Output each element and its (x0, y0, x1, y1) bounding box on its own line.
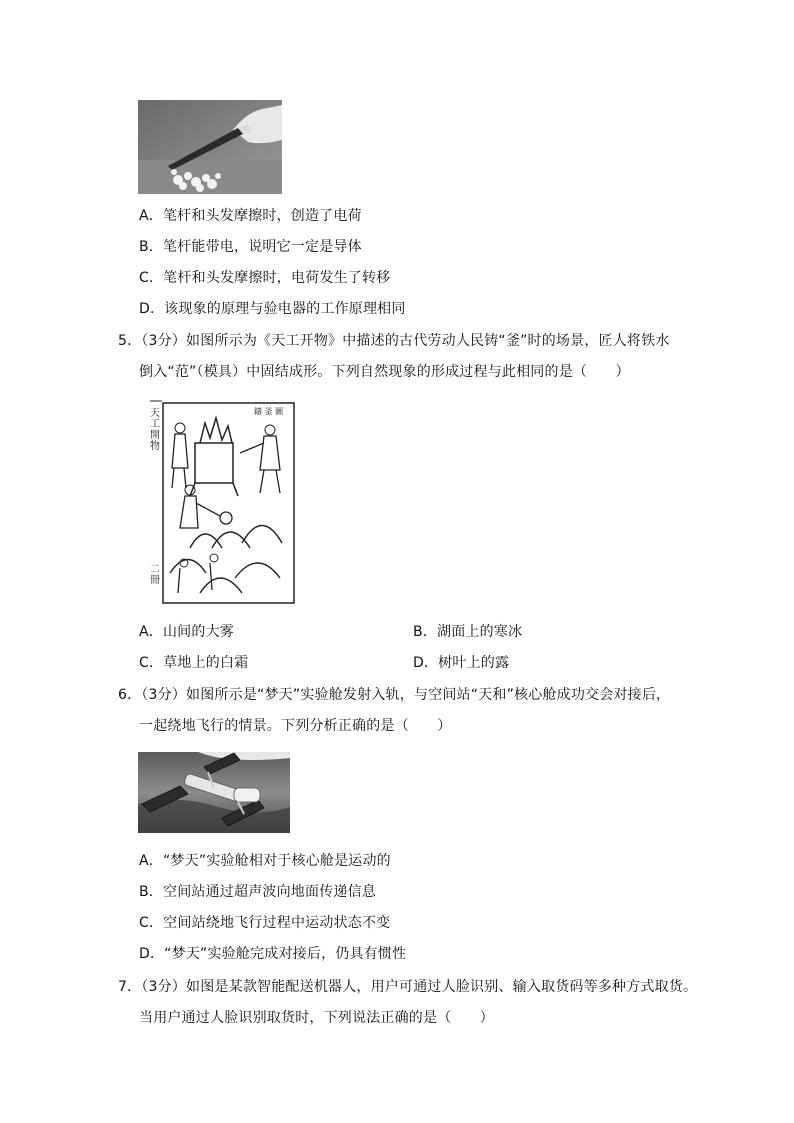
q5-option-c: C．草地上的白霜 (139, 655, 249, 671)
q5-figure-side-text: 天工開物 (150, 408, 160, 452)
q5-figure-corner-text: 鑄 釜 圖 (254, 407, 284, 416)
q4-option-d: D．该现象的原理与验电器的工作原理相同 (139, 301, 406, 317)
q5-stem-line1: 5．（3分）如图所示为《天工开物》中描述的古代劳动人民铸“釜”时的场景，匠人将铁水 (118, 333, 670, 349)
q6-stem-line2: 一起绕地飞行的情景。下列分析正确的是（ ） (139, 718, 452, 734)
q6-stem-line1: 6．（3分）如图所示是“梦天”实验舱发射入轨，与空间站“天和”核心舱成功交会对接后， (118, 687, 671, 703)
q5-option-d: D．树叶上的露 (413, 655, 510, 671)
q4-option-b: B．笔杆能带电，说明它一定是导体 (139, 239, 362, 255)
q5-figure-casting-woodcut (150, 398, 296, 604)
q6-option-b: B．空间站通过超声波向地面传递信息 (139, 884, 377, 900)
q5-option-b: B．湖面上的寒冰 (413, 624, 523, 640)
q4-option-a: A．笔杆和头发摩擦时，创造了电荷 (139, 208, 362, 224)
q4-figure-pen-attracting-paper (138, 100, 282, 194)
q5-stem-line2: 倒入“范”（模具）中固结成形。下列自然现象的形成过程与此相同的是（ ） (139, 364, 630, 380)
q6-option-a: A．“梦天”实验舱相对于核心舱是运动的 (139, 853, 391, 869)
q6-figure-space-station (138, 752, 290, 833)
q5-figure-bottom-text: 二冊 (150, 564, 160, 586)
q5-option-a: A．山间的大雾 (139, 624, 234, 640)
q6-option-d: D．“梦天”实验舱完成对接后，仍具有惯性 (139, 946, 407, 962)
q7-stem-line1: 7．（3分）如图是某款智能配送机器人，用户可通过人脸识别、输入取货码等多种方式取货。 (118, 979, 698, 995)
q6-option-c: C．空间站绕地飞行过程中运动状态不变 (139, 915, 391, 931)
q7-stem-line2: 当用户通过人脸识别取货时，下列说法正确的是（ ） (139, 1010, 494, 1026)
q4-option-c: C．笔杆和头发摩擦时，电荷发生了转移 (139, 270, 391, 286)
